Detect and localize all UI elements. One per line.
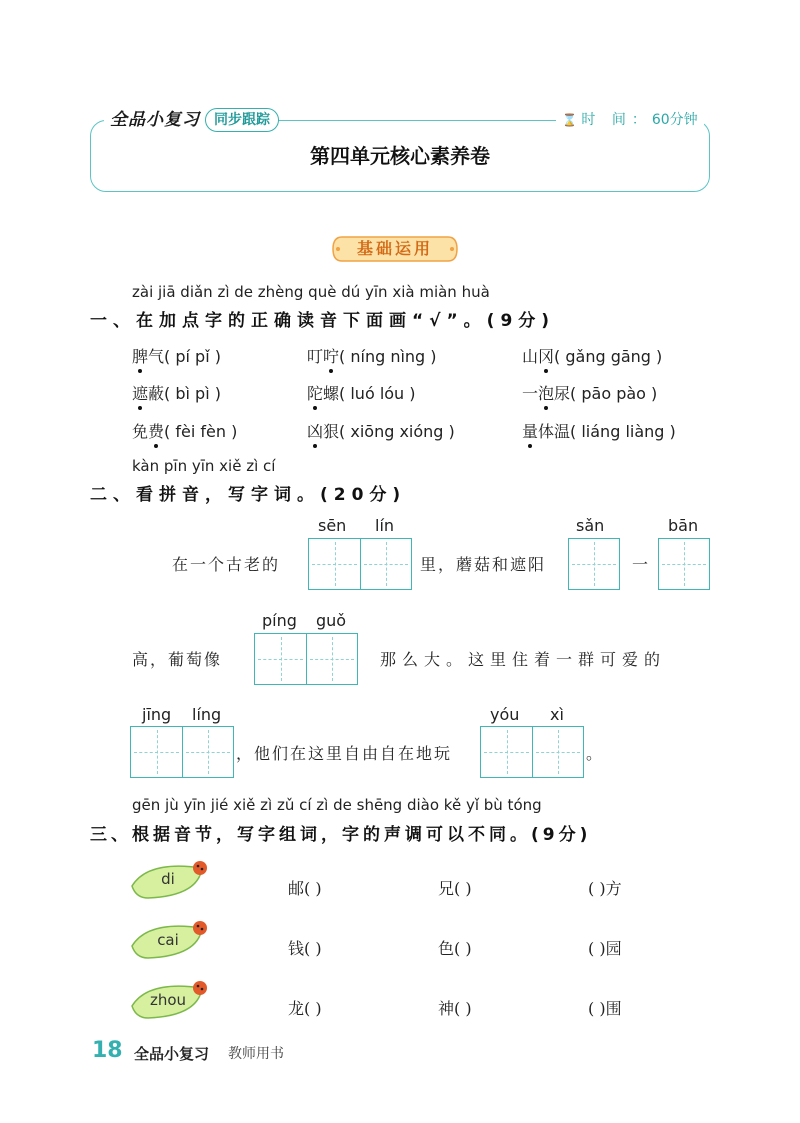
blank-item[interactable]: 色( ) (438, 939, 472, 958)
q1-heading (90, 306, 555, 331)
sentence-part: 在一个古老的 (172, 555, 281, 574)
writing-grid-senlin[interactable] (308, 538, 412, 590)
q3-heading (90, 820, 591, 845)
q1-pinyin: zài jiā diǎn zì de zhèng què dú yīn xià miàn huà (132, 283, 490, 301)
q1-item[interactable]: 一泡尿( pāo pào ) (522, 381, 657, 404)
q3-number: 三、 (90, 825, 132, 845)
footer-brand: 全品小复习 (134, 1045, 210, 1063)
q1-item[interactable]: 量体温( liáng liàng ) (522, 419, 676, 442)
q3-pinyin: gēn jù yīn jié xiě zì zǔ cí zì de shēng diào kě yǐ bù tóng (132, 796, 542, 814)
q1-item[interactable]: 陀螺( luó lóu ) (307, 381, 416, 404)
blank-item[interactable]: ( )方 (588, 879, 622, 898)
q1-number: 一、 (90, 311, 136, 331)
sentence-part: 一 (632, 555, 651, 574)
time-label: 时 间： (581, 112, 652, 128)
brand-logo: 全品小复习 (104, 108, 206, 132)
sentence-part: 里，蘑菇和遮阳 (420, 555, 547, 574)
q1-item[interactable]: 免费( fèi fèn ) (132, 419, 237, 442)
writing-grid-youxi[interactable] (480, 726, 584, 778)
q3-text: 根据音节，写字组词，字的声调可以不同。(9分) (132, 825, 592, 845)
pinyin-sen: sēn (318, 516, 347, 535)
blank-item[interactable]: 邮( ) (288, 879, 322, 898)
page-number: 18 (92, 1038, 123, 1063)
syllable-label: zhou (149, 991, 187, 1009)
pinyin-you: yóu (490, 705, 520, 724)
writing-grid-san[interactable] (568, 538, 620, 590)
blank-item[interactable]: ( )围 (588, 999, 622, 1018)
page-title: 第四单元核心素养卷 (310, 144, 490, 168)
time-value: 60分钟 (651, 112, 698, 128)
sentence-part: 高，葡萄像 (132, 650, 223, 669)
q2-number: 二、 (90, 485, 136, 505)
writing-grid-ban[interactable] (658, 538, 710, 590)
q2-text: 看拼音，写字词。(20分) (136, 485, 407, 505)
footer-subtitle: 教师用书 (228, 1046, 284, 1062)
pinyin-xi: xì (550, 705, 564, 724)
q1-item[interactable]: 凶狠( xiōng xióng ) (307, 419, 455, 442)
pinyin-ling: líng (192, 705, 222, 724)
q2-heading (90, 480, 406, 505)
sync-tag: 同步跟踪 (205, 108, 279, 132)
blank-item[interactable]: 兄( ) (438, 879, 472, 898)
syllable-label: di (161, 870, 175, 888)
pinyin-ban: bān (668, 516, 699, 535)
pinyin-jing: jīng (142, 705, 172, 724)
writing-grid-jingling[interactable] (130, 726, 234, 778)
section-banner-label: 基础运用 (356, 239, 433, 258)
blank-item[interactable]: ( )园 (588, 939, 622, 958)
pinyin-san: sǎn (576, 516, 605, 535)
pinyin-lin: lín (375, 516, 395, 535)
sentence-part: ，他们在这里自由自在地玩 (236, 744, 453, 763)
pinyin-guo: guǒ (316, 611, 347, 630)
syllable-label: cai (157, 931, 179, 949)
hourglass-icon: ⌛ (562, 113, 577, 127)
q2-pinyin: kàn pīn yīn xiě zì cí (132, 457, 276, 475)
q1-item[interactable]: 脾气( pí pǐ ) (132, 344, 221, 367)
blank-item[interactable]: 神( ) (438, 999, 472, 1018)
writing-grid-pingguo[interactable] (254, 633, 358, 685)
q1-item[interactable]: 遮蔽( bì pì ) (132, 381, 221, 404)
q1-item[interactable]: 叮咛( níng nìng ) (307, 344, 437, 367)
sentence-part: 那么大。这里住着一群可爱的 (380, 650, 667, 669)
q1-text: 在加点字的正确读音下面画“√”。(9分) (136, 311, 556, 331)
time-info (556, 108, 704, 132)
blank-item[interactable]: 钱( ) (288, 939, 322, 958)
q1-item[interactable]: 山冈( gǎng gāng ) (522, 344, 662, 367)
pinyin-ping: píng (262, 611, 297, 630)
blank-item[interactable]: 龙( ) (288, 999, 322, 1018)
sentence-part: 。 (586, 744, 605, 763)
